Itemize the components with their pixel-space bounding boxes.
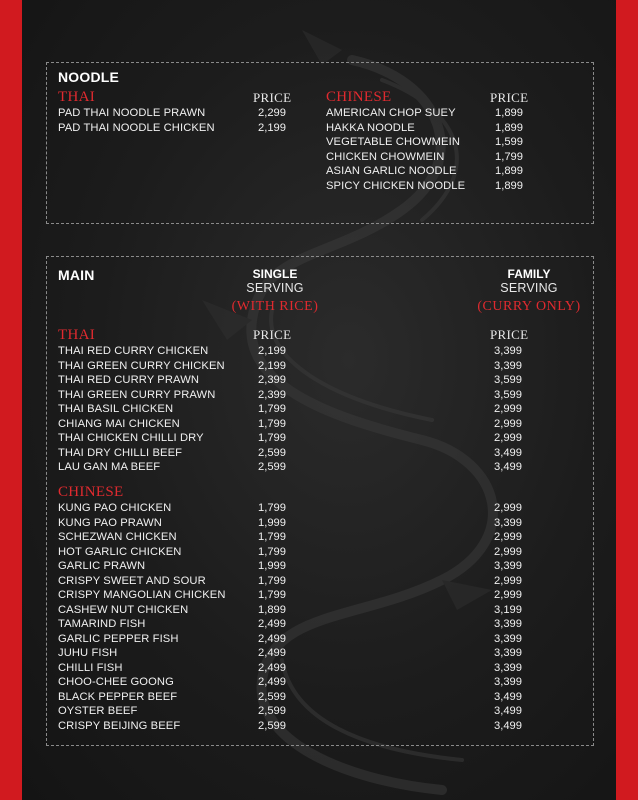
menu-item-family-price: 2,999	[494, 502, 522, 514]
menu-item-name: PAD THAI NOODLE PRAWN	[58, 107, 206, 119]
menu-item-family-price: 3,399	[494, 359, 522, 372]
menu-item-single-price: 2,599	[258, 705, 286, 717]
menu-item-single-price: 1,799	[258, 417, 286, 430]
menu-item-name: KUNG PAO CHICKEN	[58, 502, 172, 514]
menu-item-name: BLACK PEPPER BEEF	[58, 690, 178, 703]
main-title: MAIN	[58, 267, 95, 283]
family-serving-header	[467, 267, 591, 315]
menu-item-family-price: 3,499	[494, 705, 522, 717]
noodle-chinese-price-header: PRICE	[490, 90, 529, 105]
menu-item-row	[326, 151, 576, 166]
menu-item-single-price: 1,799	[258, 531, 286, 543]
menu-item-family-price: 3,399	[494, 345, 522, 357]
menu-item-row	[58, 560, 578, 575]
menu-item-family-price: 2,999	[494, 432, 522, 444]
menu-item-name: THAI RED CURRY PRAWN	[58, 374, 200, 386]
main-chinese-heading: CHINESE	[58, 484, 124, 500]
main-thai-heading: THAI	[58, 327, 96, 343]
menu-item-row	[58, 647, 578, 662]
menu-item-family-price: 3,399	[494, 560, 522, 572]
noodle-thai-heading: THAI	[58, 89, 96, 105]
menu-item-family-price: 3,499	[494, 446, 522, 459]
menu-item-family-price: 2,999	[494, 531, 522, 543]
menu-item-row	[58, 432, 578, 447]
menu-item-row	[58, 604, 578, 619]
menu-item-single-price: 2,599	[258, 719, 286, 732]
menu-item-row	[58, 418, 578, 433]
menu-item-row	[58, 517, 578, 532]
menu-item-row	[326, 122, 576, 137]
single-serving-line2: SERVING	[246, 281, 304, 295]
menu-item-row	[58, 705, 578, 720]
menu-item-row	[58, 546, 578, 561]
menu-item-name: GARLIC PEPPER FISH	[58, 632, 179, 645]
family-serving-line2: SERVING	[500, 281, 558, 295]
menu-item-row	[58, 345, 578, 360]
menu-item-row	[326, 107, 576, 122]
menu-item-single-price: 2,499	[258, 661, 286, 674]
menu-item-name: THAI DRY CHILLI BEEF	[58, 446, 183, 459]
menu-item-price: 1,899	[495, 121, 523, 134]
menu-item-single-price: 2,599	[258, 461, 286, 473]
main-section	[46, 256, 594, 746]
single-serving-line1: SINGLE	[252, 267, 298, 281]
menu-item-single-price: 2,599	[258, 690, 286, 703]
menu-item-family-price: 3,499	[494, 690, 522, 703]
menu-item-name: THAI GREEN CURRY CHICKEN	[58, 359, 225, 372]
menu-item-family-price: 2,999	[494, 545, 522, 558]
main-family-price-header: PRICE	[490, 327, 529, 342]
menu-item-row	[58, 107, 308, 122]
menu-panel	[22, 0, 616, 800]
menu-item-single-price: 2,199	[258, 359, 286, 372]
menu-item-family-price: 2,999	[494, 589, 522, 601]
menu-item-row	[58, 502, 578, 517]
menu-item-single-price: 1,799	[258, 432, 286, 444]
menu-item-name: THAI GREEN CURRY PRAWN	[58, 388, 216, 401]
menu-item-name: CRISPY SWEET AND SOUR	[58, 574, 206, 587]
menu-item-row	[58, 374, 578, 389]
menu-item-single-price: 2,499	[258, 676, 286, 688]
menu-item-price: 1,899	[495, 165, 523, 177]
menu-item-family-price: 3,499	[494, 461, 522, 473]
menu-item-single-price: 1,799	[258, 502, 286, 514]
menu-item-name: GARLIC PRAWN	[58, 560, 146, 572]
menu-item-name: LAU GAN MA BEEF	[58, 461, 161, 473]
noodle-thai-price-header: PRICE	[253, 90, 292, 105]
menu-item-single-price: 2,399	[258, 388, 286, 401]
noodle-chinese-list	[326, 107, 576, 194]
menu-item-row	[58, 575, 578, 590]
menu-item-row	[58, 720, 578, 735]
menu-item-name: CRISPY MANGOLIAN CHICKEN	[58, 589, 226, 601]
menu-item-row	[58, 633, 578, 648]
menu-item-row	[326, 165, 576, 180]
menu-item-family-price: 3,399	[494, 676, 522, 688]
menu-item-single-price: 1,999	[258, 560, 286, 572]
menu-item-single-price: 2,199	[258, 345, 286, 357]
menu-item-name: OYSTER BEEF	[58, 705, 138, 717]
noodle-chinese-heading: CHINESE	[326, 89, 392, 105]
family-serving-line1: FAMILY	[507, 267, 551, 281]
menu-item-name: CRISPY BEIJING BEEF	[58, 719, 181, 732]
menu-item-row	[58, 618, 578, 633]
family-serving-note: (CURRY ONLY)	[477, 299, 581, 314]
menu-item-family-price: 2,999	[494, 403, 522, 415]
main-single-price-header: PRICE	[253, 327, 292, 342]
menu-item-name: VEGETABLE CHOWMEIN	[326, 136, 460, 148]
menu-item-row	[58, 403, 578, 418]
menu-item-name: TAMARIND FISH	[58, 618, 146, 630]
single-serving-note: (WITH RICE)	[231, 299, 319, 314]
menu-item-family-price: 3,399	[494, 516, 522, 529]
menu-item-row	[58, 589, 578, 604]
menu-item-family-price: 3,599	[494, 388, 522, 401]
menu-item-family-price: 3,499	[494, 719, 522, 732]
menu-item-name: SCHEZWAN CHICKEN	[58, 531, 177, 543]
menu-item-single-price: 2,499	[258, 632, 286, 645]
menu-item-family-price: 3,399	[494, 618, 522, 630]
menu-item-name: HOT GARLIC CHICKEN	[58, 545, 182, 558]
menu-item-row	[326, 180, 576, 195]
menu-item-price: 1,599	[495, 136, 523, 148]
menu-item-single-price: 1,799	[258, 574, 286, 587]
menu-item-name: THAI RED CURRY CHICKEN	[58, 345, 209, 357]
menu-item-family-price: 3,199	[494, 603, 522, 616]
menu-item-price: 2,199	[258, 121, 286, 134]
menu-item-name: CHIANG MAI CHICKEN	[58, 417, 180, 430]
menu-item-row	[58, 676, 578, 691]
menu-item-name: PAD THAI NOODLE CHICKEN	[58, 121, 215, 134]
menu-item-single-price: 2,499	[258, 647, 286, 659]
main-thai-list	[58, 345, 578, 476]
menu-item-price: 1,899	[495, 107, 523, 119]
menu-item-row	[326, 136, 576, 151]
menu-item-row	[58, 461, 578, 476]
menu-item-row	[58, 691, 578, 706]
menu-item-name: ASIAN GARLIC NOODLE	[326, 165, 457, 177]
menu-item-price: 1,799	[495, 150, 523, 163]
menu-item-row	[58, 360, 578, 375]
menu-item-name: THAI BASIL CHICKEN	[58, 403, 174, 415]
noodle-section	[46, 62, 594, 224]
menu-item-name: CHICKEN CHOWMEIN	[326, 150, 445, 163]
main-chinese-list	[58, 502, 578, 734]
menu-item-name: HAKKA NOODLE	[326, 121, 415, 134]
menu-item-name: CASHEW NUT CHICKEN	[58, 603, 189, 616]
menu-item-row	[58, 531, 578, 546]
single-serving-header	[225, 267, 325, 315]
menu-item-price: 2,299	[258, 107, 286, 119]
menu-item-single-price: 1,999	[258, 516, 286, 529]
menu-item-row	[58, 662, 578, 677]
menu-item-name: THAI CHICKEN CHILLI DRY	[58, 432, 204, 444]
menu-item-row	[58, 447, 578, 462]
menu-item-family-price: 2,999	[494, 417, 522, 430]
menu-item-name: JUHU FISH	[58, 647, 118, 659]
menu-item-row	[58, 389, 578, 404]
menu-item-single-price: 1,799	[258, 403, 286, 415]
noodle-title: NOODLE	[58, 69, 120, 85]
menu-item-price: 1,899	[495, 179, 523, 192]
menu-item-family-price: 3,599	[494, 374, 522, 386]
menu-item-family-price: 3,399	[494, 661, 522, 674]
menu-item-single-price: 1,899	[258, 603, 286, 616]
menu-item-row	[58, 122, 308, 137]
menu-item-name: KUNG PAO PRAWN	[58, 516, 162, 529]
menu-item-single-price: 2,499	[258, 618, 286, 630]
menu-item-name: CHOO-CHEE GOONG	[58, 676, 174, 688]
menu-item-name: SPICY CHICKEN NOODLE	[326, 179, 466, 192]
menu-item-single-price: 1,799	[258, 589, 286, 601]
menu-item-single-price: 1,799	[258, 545, 286, 558]
menu-item-family-price: 3,399	[494, 647, 522, 659]
menu-item-name: CHILLI FISH	[58, 661, 123, 674]
menu-item-single-price: 2,399	[258, 374, 286, 386]
menu-item-family-price: 2,999	[494, 574, 522, 587]
menu-item-single-price: 2,599	[258, 446, 286, 459]
menu-item-name: AMERICAN CHOP SUEY	[326, 107, 456, 119]
noodle-thai-list	[58, 107, 308, 136]
menu-item-family-price: 3,399	[494, 632, 522, 645]
